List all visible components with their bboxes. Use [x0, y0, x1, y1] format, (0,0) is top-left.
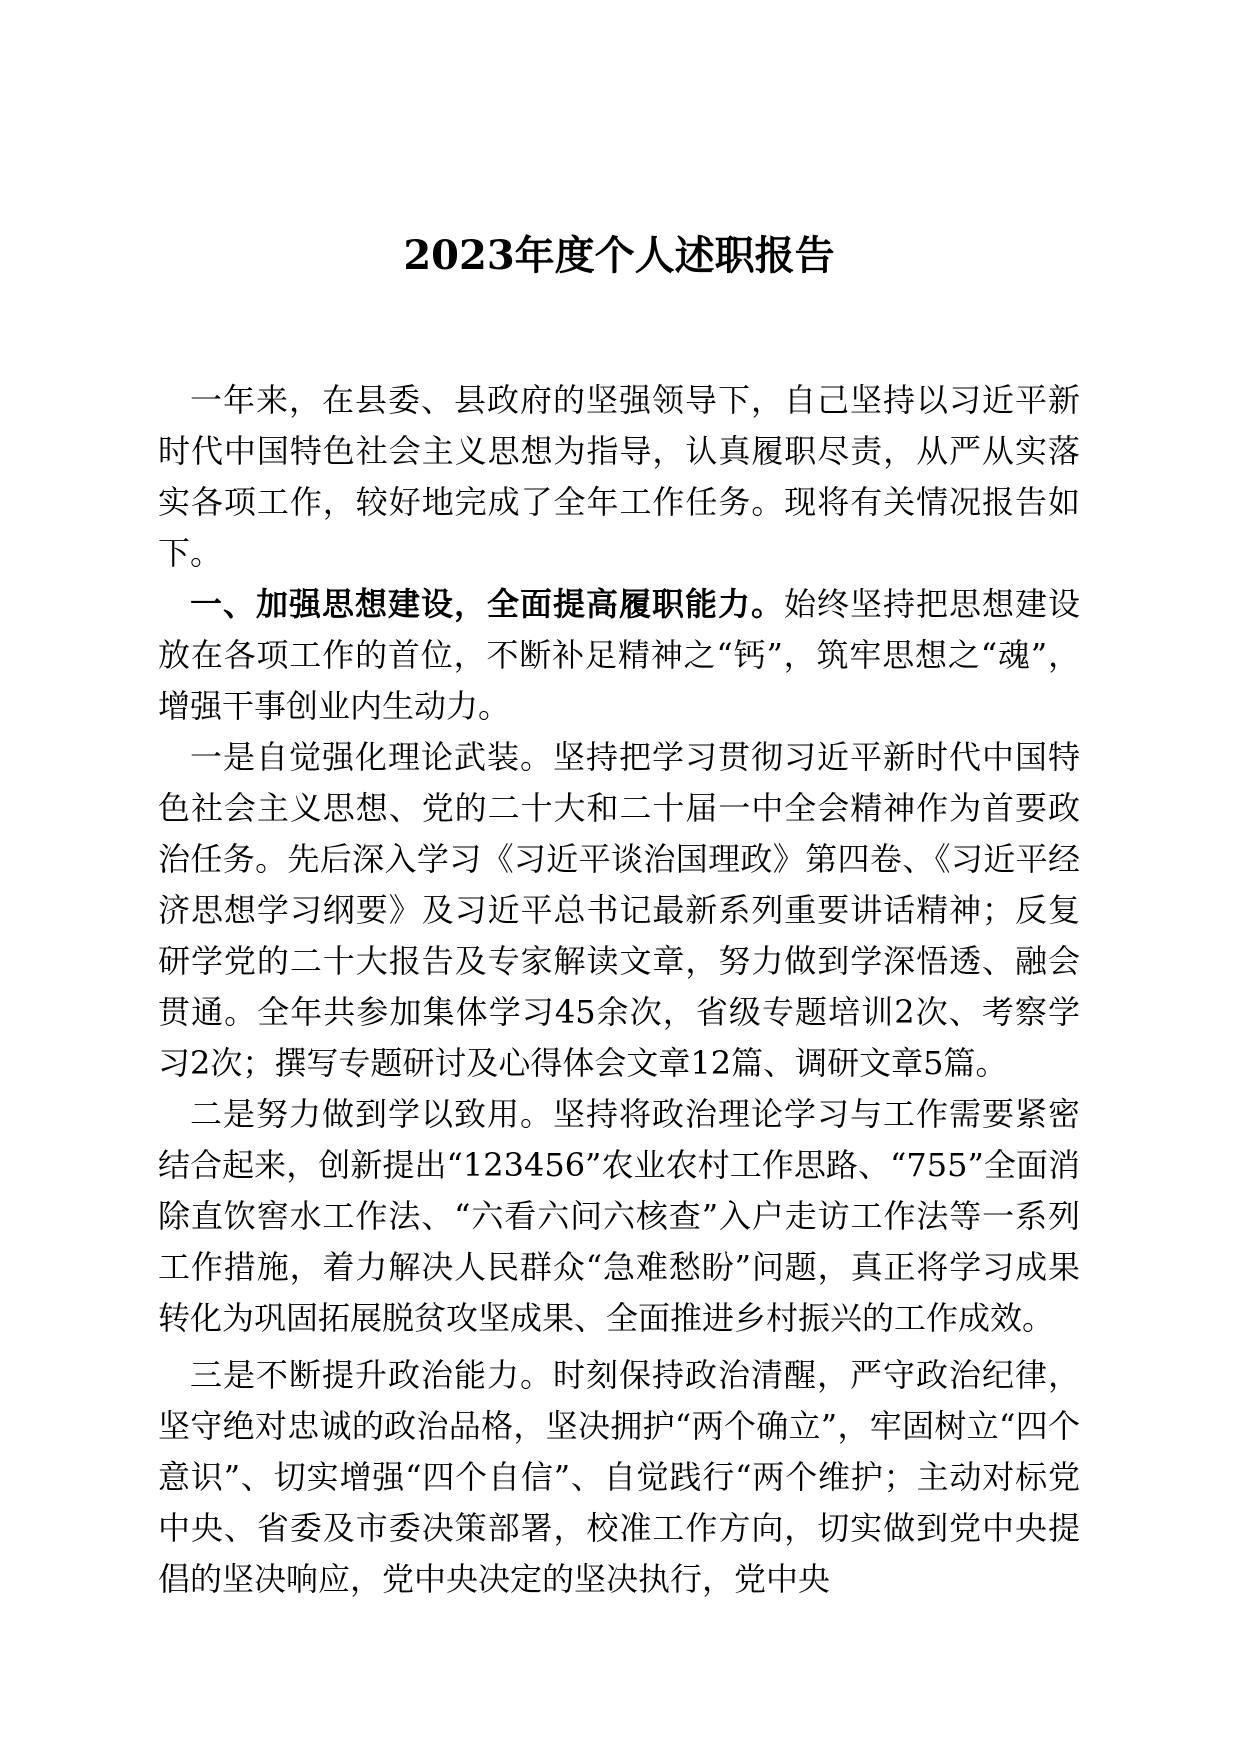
section-one-paragraph — [158, 579, 1080, 732]
section-one-text: 始终坚持把思想建设放在各项工作的首位，不断补足精神之“钙”，筑牢思想之“魂”，增强干事创业内生动力。 — [158, 585, 1080, 725]
document-title: 2023年度个人述职报告 — [403, 232, 835, 279]
point-two-paragraph — [158, 1089, 1080, 1344]
intro-paragraph — [158, 375, 1080, 579]
point-three-text: 三是不断提升政治能力。时刻保持政治清醒，严守政治纪律，坚守绝对忠诚的政治品格，坚决拥护“两个确立”，牢固树立“四个意识”、切实增强“四个自信”、自觉践行“两个维护；主动对标党中央、省委及市委决策部署，校准工作方向，切实做到党中央提倡的坚决响应，党中央决定的坚决执行，党中央 — [158, 1356, 1080, 1598]
point-one-text: 一是自觉强化理论武装。坚持把学习贯彻习近平新时代中国特色社会主义思想、党的二十大和二十届一中全会精神作为首要政治任务。先后深入学习《习近平谈治国理政》第四卷、《习近平经济思想学习纲要》及习近平总书记最新系列重要讲话精神；反复研学党的二十大报告及专家解读文章，努力做到学深悟透、融会贯通。全年共参加集体学习45余次，省级专题培训2次、考察学习2次；撰写专题研讨及心得体会文章12篇、调研文章5篇。 — [158, 738, 1080, 1082]
section-one-heading: 一、加强思想建设，全面提高履职能力。 — [190, 585, 784, 623]
document-body — [158, 375, 1080, 1605]
intro-paragraph-text: 一年来，在县委、县政府的坚强领导下，自己坚持以习近平新时代中国特色社会主义思想为指导，认真履职尽责，从严从实落实各项工作，较好地完成了全年工作任务。现将有关情况报告如下。 — [158, 381, 1080, 572]
point-three-paragraph — [158, 1350, 1080, 1605]
point-one-paragraph — [158, 732, 1080, 1089]
point-two-text: 二是努力做到学以致用。坚持将政治理论学习与工作需要紧密结合起来，创新提出“123456”农业农村工作思路、“755”全面消除直饮窖水工作法、“六看六问六核查”入户走访工作法等一系列工作措施，着力解决人民群众“急难愁盼”问题，真正将学习成果转化为巩固拓展脱贫攻坚成果、全面推进乡村振兴的工作成效。 — [158, 1095, 1080, 1337]
